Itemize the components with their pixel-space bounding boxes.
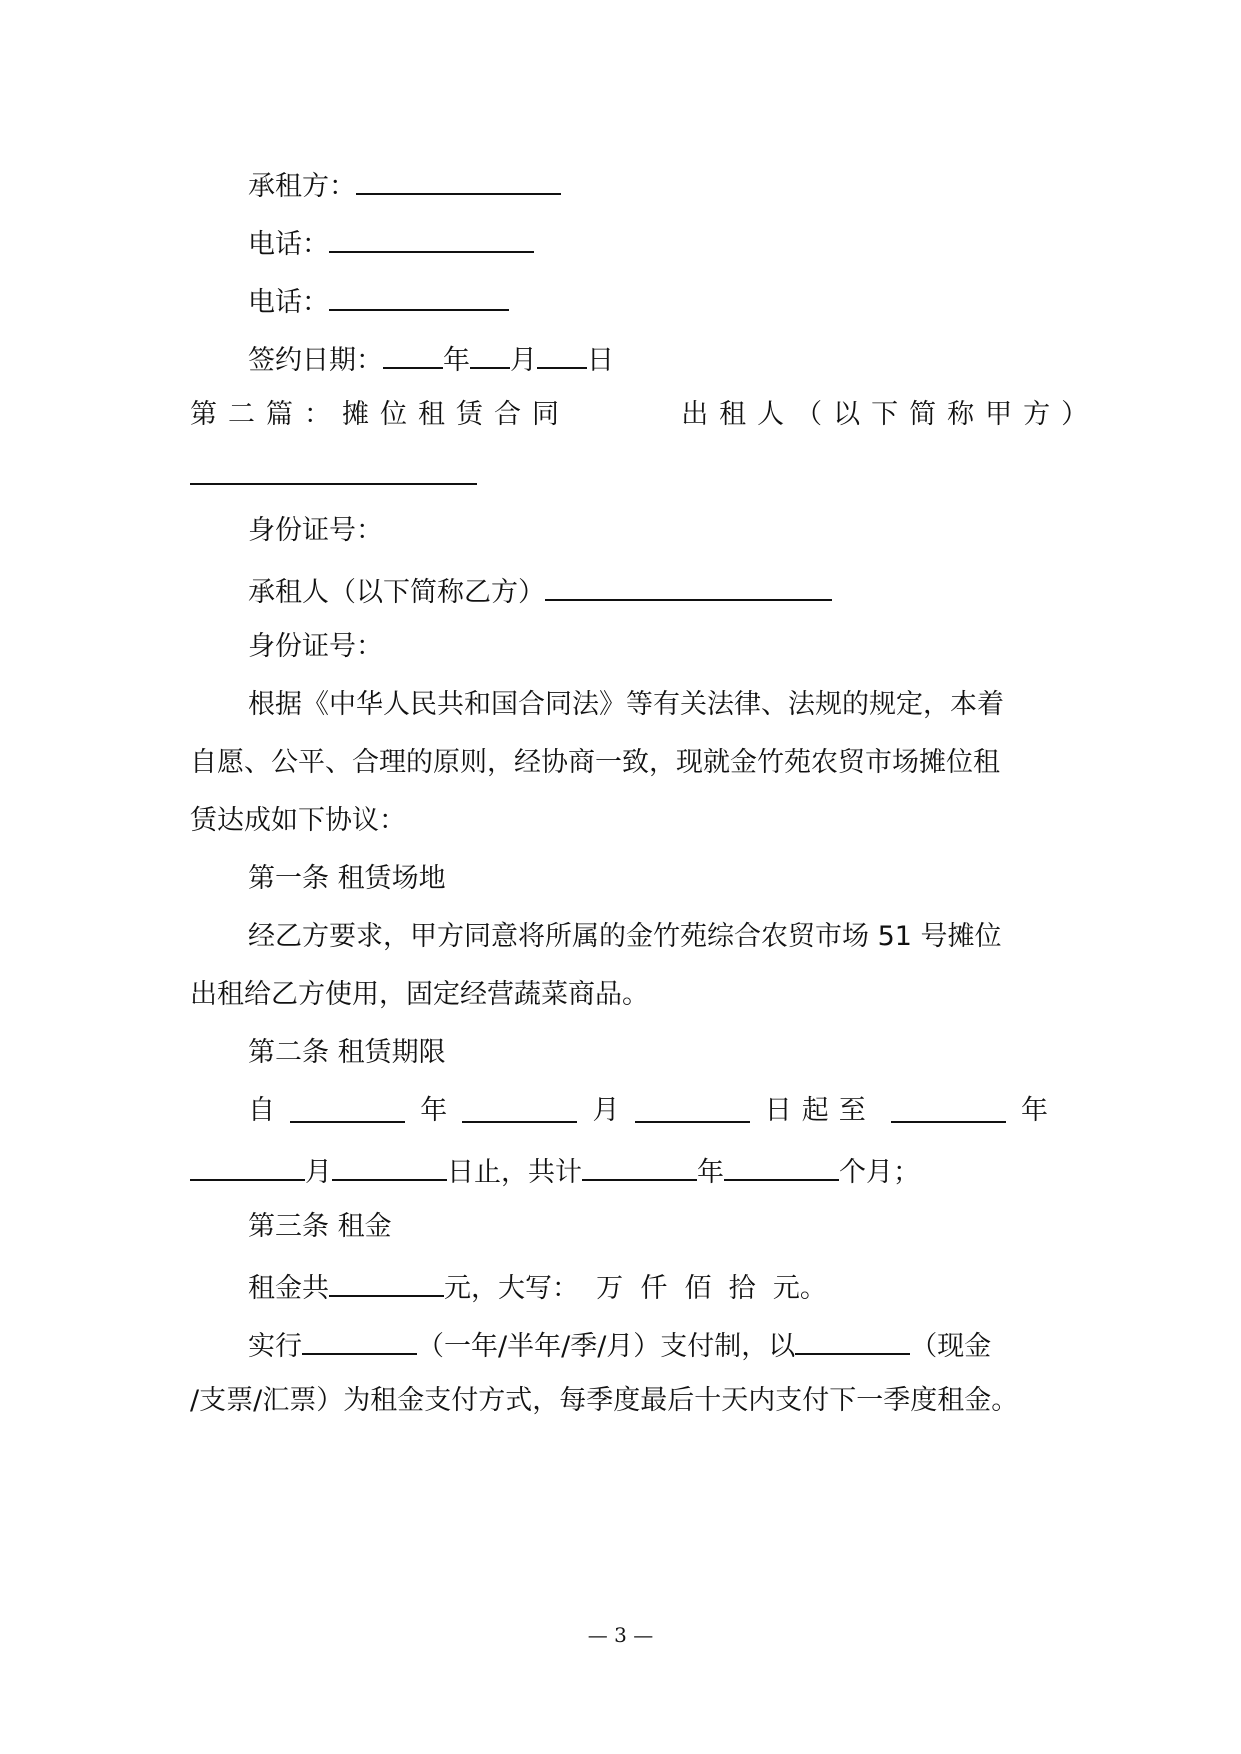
term-line-1: 自 年 月 日起至 年	[248, 1091, 1048, 1131]
phone-line-1: 电话：	[248, 221, 534, 265]
id-line-1: 身份证号：	[248, 515, 383, 546]
section-heading	[190, 395, 1099, 435]
phone-line-2: 电话：	[248, 279, 509, 323]
lessee-b-line: 承租人（以下简称乙方）	[248, 569, 832, 613]
paragraph-line: 根据《中华人民共和国合同法》等有关法律、法规的规定，本着	[248, 689, 1004, 720]
article-2-heading: 第二条 租赁期限	[248, 1037, 446, 1068]
article-1-heading: 第一条 租赁场地	[248, 863, 446, 894]
sign-date-line: 签约日期： 年 月 日	[248, 337, 614, 381]
phone-blank-1	[329, 221, 534, 253]
payment-line-2: /支票/汇票）为租金支付方式，每季度最后十天内支付下一季度租金。	[190, 1385, 1019, 1416]
phone-blank-2	[329, 279, 509, 311]
paragraph-line: 赁达成如下协议：	[190, 805, 406, 836]
payment-line-1: 实行 （一年/半年/季/月）支付制，以 （现金	[248, 1323, 991, 1367]
lessor-blank	[190, 453, 477, 485]
page-number: — 3 —	[587, 1623, 654, 1647]
lessee-line: 承租方：	[248, 163, 561, 207]
lessor-blank-line	[190, 453, 477, 497]
section-title: 第二篇：摊位租赁合同	[190, 399, 570, 430]
rent-line: 租金共 元，大写： 万 仟 佰 拾 元。	[248, 1265, 827, 1309]
paragraph-line: 经乙方要求，甲方同意将所属的金竹苑综合农贸市场 51 号摊位	[248, 921, 1002, 952]
paragraph-line: 自愿、公平、合理的原则，经协商一致，现就金竹苑农贸市场摊位租	[190, 747, 1000, 778]
article-3-heading: 第三条 租金	[248, 1211, 392, 1242]
paragraph-line: 出租给乙方使用，固定经营蔬菜商品。	[190, 979, 649, 1010]
lessee-b-blank	[545, 569, 832, 601]
lessee-blank	[356, 163, 561, 195]
term-line-2: 月 日止，共计 年 个月；	[190, 1149, 920, 1193]
id-line-2: 身份证号：	[248, 631, 383, 662]
lessor-label: 出租人（以下简称甲方）	[681, 399, 1100, 430]
